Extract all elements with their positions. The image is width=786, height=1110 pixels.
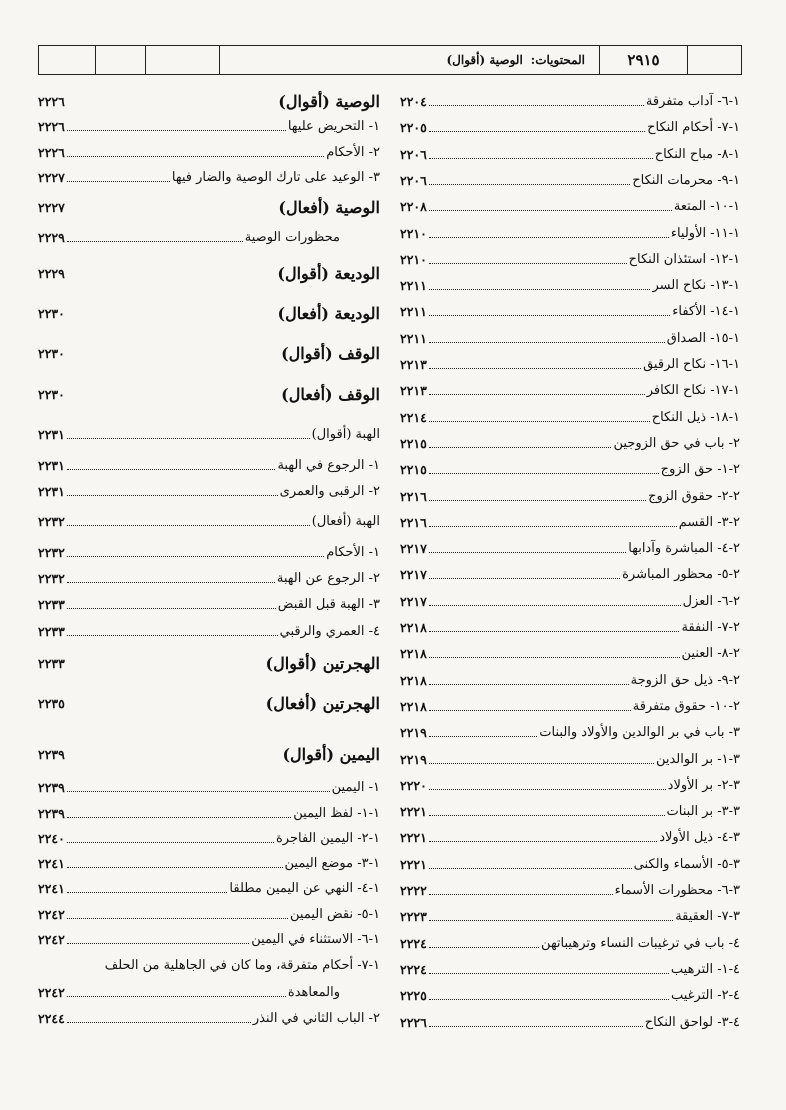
toc-entry-title: ١- الأحكام [326, 545, 380, 560]
toc-entry-title: ٢-٥- محظور المباشرة [622, 567, 740, 583]
toc-entry [400, 377, 740, 399]
dot-leader [67, 181, 170, 182]
toc-entry-title: ٢- الرقبى والعمرى [279, 484, 380, 499]
dot-leader [429, 736, 537, 737]
toc-entry-page: ٢٢٣٠ [38, 387, 65, 402]
toc-entry [400, 982, 740, 1004]
dot-leader [429, 131, 645, 132]
toc-entry [38, 452, 380, 474]
toc-entry [400, 693, 740, 715]
toc-entry-page: ٢٢١٠ [400, 251, 427, 267]
toc-entry-title: ٣-١- بر الوالدين [655, 751, 740, 767]
toc-entry [38, 952, 380, 974]
dot-leader [67, 892, 228, 893]
toc-entry [38, 113, 380, 135]
dot-leader [67, 996, 286, 997]
toc-entry [400, 930, 740, 952]
dot-leader [429, 237, 669, 238]
toc-entry-title: ٤- العمري والرقبي [279, 624, 380, 639]
toc-entry [400, 903, 740, 925]
toc-heading [38, 300, 380, 322]
toc-entry-title: ٣-٣- بر البنات [666, 804, 740, 820]
toc-entry-title: الوصية (أفعال) [278, 198, 380, 217]
toc-entry-page: ٢٢١٦ [400, 514, 427, 530]
toc-entry-title: ٣-٤- ذيل الأولاد [659, 830, 740, 846]
toc-entry-page: ٢٢٤١ [38, 856, 65, 871]
dot-leader [429, 526, 677, 527]
dot-leader [429, 263, 627, 264]
toc-entry-page: ٢٢٣٥ [38, 696, 65, 711]
toc-entry-page: ٢٢٤٢ [38, 932, 65, 947]
dot-leader [429, 684, 629, 685]
toc-entry-title: ١-١٠- المتعة [673, 199, 740, 215]
toc-entry-title: ٤-٣- لواحق النكاح [644, 1014, 740, 1030]
toc-entry [38, 421, 380, 443]
dot-leader [429, 552, 626, 553]
toc-entry-title: ١-١- لفظ اليمين [293, 806, 380, 821]
toc-entry-page: ٢٢٢٤ [400, 935, 427, 951]
toc-entry-page: ٢٢٢٩ [38, 230, 65, 245]
toc-entry [38, 478, 380, 500]
dot-leader [429, 394, 645, 395]
toc-entry-title: ٤- باب في ترغيبات النساء وترهيباتهن [541, 935, 740, 951]
toc-entry-title: ١-٧- أحكام متفرقة، وما كان في الجاهلية من الحلف [104, 958, 380, 973]
dot-leader [67, 241, 243, 242]
toc-entry [400, 746, 740, 768]
toc-entry-title: ٢- الباب الثاني في النذر [252, 1011, 380, 1026]
toc-entry-title: ٢-٤- المباشرة وآدابها [628, 541, 740, 557]
toc-entry-title: الوقف (أفعال) [281, 385, 380, 404]
toc-entry-page: ٢٢٣٢ [38, 571, 65, 586]
toc-entry-title: ٢-٨- العنين [681, 646, 740, 662]
dot-leader [429, 815, 665, 816]
toc-entry [38, 224, 380, 246]
toc-entry-page: ٢٢١٠ [400, 225, 427, 241]
toc-entry [400, 772, 740, 794]
dot-leader [67, 817, 291, 818]
toc-entry-page: ٢٢١٩ [400, 751, 427, 767]
toc-entry-title: ١-٩- محرمات النكاح [632, 172, 740, 188]
toc-entry-title: محظورات الوصية [244, 230, 340, 245]
dot-leader [67, 556, 324, 557]
toc-entry [400, 535, 740, 557]
toc-entry-page: ٢٢٣٠ [38, 346, 65, 361]
toc-entry-title: ١-٧- أحكام النكاح [647, 120, 740, 136]
toc-entry-title: الوقف (أقوال) [281, 344, 380, 363]
toc-heading [38, 260, 380, 282]
toc-entry-page: ٢٢١٧ [400, 593, 427, 609]
toc-entry-page: ٢٢١٥ [400, 462, 427, 478]
toc-entry [400, 430, 740, 452]
toc-entry [38, 926, 380, 948]
toc-entry-title: ١-١٦- نكاح الرقيق [643, 357, 740, 372]
toc-entry-title: والمعاهدة [287, 985, 340, 1000]
header-cell-blank [39, 46, 95, 74]
toc-entry-page: ٢٢٢٧ [38, 200, 65, 215]
toc-entry-page: ٢٢٣٩ [38, 780, 65, 795]
toc-entry-page: ٢٢٣٠ [38, 306, 65, 321]
dot-leader [67, 943, 249, 944]
dot-leader [429, 947, 539, 948]
toc-entry [38, 901, 380, 923]
toc-entry-title: ٤-٢- الترغيب [670, 988, 740, 1004]
toc-entry-page: ٢٢٠٤ [400, 94, 427, 109]
toc-entry-title: ٣- الوعيد على تارك الوصية والضار فيها [171, 170, 380, 185]
toc-entry-title: ١-١٧- نكاح الكافر [646, 383, 740, 399]
toc-entry-title: ١-١١- الأولياء [670, 225, 740, 241]
dot-leader [429, 578, 620, 579]
dot-leader [429, 763, 654, 764]
toc-entry-page: ٢٢٢١ [400, 830, 427, 846]
toc-entry-page: ٢٢٣٩ [38, 747, 65, 762]
toc-entry [400, 877, 740, 899]
toc-entry [400, 824, 740, 846]
dot-leader [429, 105, 644, 106]
toc-entry-title: ٢-٦- العزل [682, 593, 740, 609]
toc-entry-page: ٢٢٣١ [38, 458, 65, 473]
toc-entry-page: ٢٢٢١ [400, 804, 427, 820]
toc-entry [400, 456, 740, 478]
dot-leader [67, 791, 330, 792]
toc-entry [38, 539, 380, 561]
toc-entry-page: ٢٢١٤ [400, 409, 427, 425]
dot-leader [429, 894, 613, 895]
toc-entry-title: ٢- باب في حق الزوجين [613, 435, 740, 451]
dot-leader [67, 867, 283, 868]
toc-entry-page: ٢٢١٨ [400, 672, 427, 688]
toc-entry [400, 561, 740, 583]
dot-leader [429, 841, 657, 842]
toc-entry [400, 220, 740, 242]
toc-entry [400, 325, 740, 347]
dot-leader [67, 438, 310, 439]
dot-leader [67, 469, 276, 470]
toc-entry-page: ٢٢٠٦ [400, 172, 427, 188]
toc-entry-title: ٢-٢- حقوق الزوج [648, 488, 740, 504]
dot-leader [67, 635, 278, 636]
toc-entry-title: الهجرتين (أقوال) [265, 654, 380, 673]
toc-entry-page: ٢٢٤٠ [38, 831, 65, 846]
header-section: الوصية (أقوال) [446, 53, 523, 67]
toc-entry [400, 667, 740, 689]
dot-leader [429, 999, 669, 1000]
toc-entry-page: ٢٢١٥ [400, 435, 427, 451]
dot-leader [429, 447, 612, 448]
toc-entry-title: ١-٥- نقض اليمين [290, 907, 380, 922]
toc-heading [38, 194, 380, 216]
toc-entry [400, 351, 740, 373]
toc-entry-title: الوديعة (أفعال) [277, 304, 380, 323]
dot-leader [67, 608, 276, 609]
toc-entry-page: ٢٢٣٢ [38, 545, 65, 560]
toc-entry-page: ٢٢٤٢ [38, 907, 65, 922]
dot-leader [429, 210, 672, 211]
toc-entry-page: ٢٢٤٤ [38, 1011, 65, 1026]
toc-entry-title: ١-٨- مباح النكاح [654, 146, 740, 162]
toc-entry [400, 246, 740, 268]
toc-entry-title: ١-٦- الاستثناء في اليمين [251, 932, 380, 947]
toc-entry-title: ١-٦- آداب متفرقة [645, 94, 740, 109]
toc-entry [38, 979, 380, 1001]
toc-entry-page: ٢٢٢٢ [400, 883, 427, 898]
toc-entry-page: ٢٢١٧ [400, 541, 427, 557]
toc-heading [38, 690, 380, 712]
toc-entry-page: ٢٢١٨ [400, 646, 427, 662]
toc-entry-page: ٢٢١٣ [400, 383, 427, 399]
toc-entry-title: ١-١٢- استئذان النكاح [628, 251, 740, 267]
toc-entry [38, 164, 380, 186]
header-cell-blank [95, 46, 145, 74]
toc-entry-title: ١-١٨- ذيل النكاح [651, 409, 740, 425]
toc-entry-title: ٣- الهبة قبل القبض [277, 597, 380, 612]
toc-entry-title: ٤-١- الترهيب [670, 961, 740, 977]
toc-entry [400, 114, 740, 136]
toc-entry-page: ٢٢٤٢ [38, 985, 65, 1000]
dot-leader [67, 495, 278, 496]
toc-entry-title: الوصية (أقوال) [278, 92, 380, 111]
toc-entry-page: ٢٢٣٣ [38, 656, 65, 671]
dot-leader [429, 158, 653, 159]
toc-heading [38, 741, 380, 763]
toc-entry-page: ٢٢١٦ [400, 488, 427, 504]
header-label: المحتويات: [530, 53, 585, 67]
toc-entry [38, 565, 380, 587]
toc-entry-title: الهبة (أفعال) [311, 514, 380, 529]
toc-entry-title: ١-١٤- الأكفاء [672, 304, 740, 320]
toc-entry-page: ٢٢٣٢ [38, 514, 65, 529]
toc-entry-page: ٢٢١٨ [400, 698, 427, 714]
toc-entry-page: ٢٢٠٨ [400, 199, 427, 215]
toc-entry [38, 850, 380, 872]
page-header [38, 45, 742, 75]
toc-entry [400, 719, 740, 741]
toc-entry [400, 404, 740, 426]
toc-entry-page: ٢٢٣٣ [38, 597, 65, 612]
toc-entry [38, 774, 380, 796]
toc-entry [400, 614, 740, 636]
toc-entry-title: ٢-١٠- حقوق متفرقة [632, 698, 740, 714]
toc-entry-title: ٢- الأحكام [326, 145, 380, 160]
dot-leader [67, 842, 274, 843]
toc-entry-page: ٢٢٣٣ [38, 624, 65, 639]
toc-entry-page: ٢٢٢٥ [400, 988, 427, 1004]
dot-leader [429, 605, 681, 606]
header-cell-blank [687, 46, 741, 74]
toc-entry [400, 483, 740, 505]
dot-leader [429, 657, 680, 658]
toc-entry [38, 825, 380, 847]
toc-entry-page: ٢٢٠٥ [400, 120, 427, 136]
dot-leader [429, 421, 650, 422]
toc-heading [38, 340, 380, 362]
toc-entry-title: ١-٢- اليمين الفاجرة [276, 831, 380, 846]
toc-heading [38, 88, 380, 110]
toc-entry-page: ٢٢١١ [400, 304, 427, 320]
toc-entry [38, 618, 380, 640]
toc-entry-page: ٢٢٤١ [38, 881, 65, 896]
toc-entry-page: ٢٢٢٧ [38, 170, 65, 185]
dot-leader [429, 710, 631, 711]
toc-entry-title: ١- التحريض عليها [287, 119, 380, 134]
toc-entry [38, 800, 380, 822]
toc-entry-title: ٣-٥- الأسماء والكنى [633, 856, 740, 872]
toc-entry-title: الهبة (أقوال) [311, 427, 380, 442]
toc-entry-page: ٢٢٣١ [38, 484, 65, 499]
toc-entry-page: ٢٢١٧ [400, 567, 427, 583]
toc-entry [400, 298, 740, 320]
toc-entry [400, 956, 740, 978]
toc-entry-title: ٣-٢- بر الأولاد [667, 777, 740, 793]
toc-entry-page: ٢٢٢٦ [38, 119, 65, 134]
dot-leader [429, 368, 641, 369]
dot-leader [429, 289, 651, 290]
dot-leader [429, 315, 670, 316]
toc-entry-page: ٢٢٢٠ [400, 777, 427, 793]
toc-entry [400, 798, 740, 820]
dot-leader [429, 342, 665, 343]
toc-entry-title: ٢- الرجوع عن الهبة [276, 571, 380, 586]
toc-entry-page: ٢٢١١ [400, 278, 427, 294]
toc-entry [38, 1005, 380, 1027]
dot-leader [429, 631, 680, 632]
dot-leader [429, 500, 646, 501]
dot-leader [67, 130, 286, 131]
toc-entry-title: ٣-٦- محظورات الأسماء [614, 883, 740, 898]
toc-heading [38, 650, 380, 672]
toc-entry [400, 851, 740, 873]
toc-entry-title: ٢-١- حق الزوج [660, 462, 740, 478]
toc-entry [400, 640, 740, 662]
toc-heading [38, 381, 380, 403]
toc-entry-page: ٢٢١٨ [400, 620, 427, 635]
toc-entry-title: ١-١٥- الصداق [666, 330, 740, 346]
toc-entry [38, 875, 380, 897]
toc-entry-page: ٢٢١٣ [400, 357, 427, 372]
toc-entry-page: ٢٢١١ [400, 330, 427, 346]
toc-entry [38, 508, 380, 530]
dot-leader [67, 1022, 251, 1023]
toc-entry-title: ٣-٧- العقيقة [675, 909, 740, 925]
toc-entry-title: ٢-٩- ذيل حق الزوجة [630, 672, 740, 688]
dot-leader [429, 1026, 643, 1027]
toc-entry-page: ٢٢٣٩ [38, 806, 65, 821]
toc-entry [38, 139, 380, 161]
dot-leader [429, 973, 669, 974]
toc-entry-page: ٢٢٠٦ [400, 146, 427, 162]
toc-entry-page: ٢٢١٩ [400, 725, 427, 741]
toc-entry-page: ٢٢٢٦ [38, 94, 65, 109]
toc-entry [400, 509, 740, 531]
dot-leader [429, 868, 632, 869]
dot-leader [67, 156, 324, 157]
toc-entry-title: ١-١٣- نكاح السر [652, 278, 740, 294]
toc-entry [400, 588, 740, 610]
toc-entry-title: ١- الرجوع في الهبة [277, 458, 380, 473]
toc-entry-page: ٢٢٣١ [38, 427, 65, 442]
toc-entry-page: ٢٢٢٦ [400, 1014, 427, 1030]
dot-leader [429, 920, 673, 921]
toc-entry-title: ٢-٣- القسم [678, 514, 740, 530]
toc-entry [400, 193, 740, 215]
header-cell-blank [145, 46, 219, 74]
toc-entry [400, 167, 740, 189]
toc-entry-title: ١- اليمين [331, 780, 380, 795]
toc-entry-title: اليمين (أقوال) [282, 745, 380, 764]
dot-leader [67, 525, 310, 526]
toc-entry-title: ٣- باب في بر الوالدين والأولاد والبنات [539, 725, 740, 741]
toc-entry [400, 88, 740, 110]
toc-entry-title: ١-٣- موضع اليمين [284, 856, 380, 871]
toc-entry-title: الوديعة (أقوال) [277, 264, 380, 283]
page-number: ٢٩١٥ [599, 46, 687, 74]
toc-entry-page: ٢٢٢٩ [38, 266, 65, 281]
toc-entry [38, 591, 380, 613]
toc-entry [400, 1009, 740, 1031]
toc-entry [400, 141, 740, 163]
toc-entry-page: ٢٢٢٤ [400, 961, 427, 977]
dot-leader [67, 582, 275, 583]
dot-leader [429, 473, 659, 474]
toc-entry-page: ٢٢٢٣ [400, 909, 427, 925]
dot-leader [429, 184, 630, 185]
toc-entry-page: ٢٢٢٦ [38, 145, 65, 160]
dot-leader [429, 789, 666, 790]
toc-entry-page: ٢٢٢١ [400, 856, 427, 872]
dot-leader [67, 918, 288, 919]
toc-entry [400, 272, 740, 294]
toc-entry-title: الهجرتين (أفعال) [265, 694, 380, 713]
toc-entry-title: ٢-٧- النفقة [681, 620, 740, 635]
toc-entry-title: ١-٤- النهي عن اليمين مطلقا [229, 881, 380, 896]
header-title [219, 46, 599, 74]
